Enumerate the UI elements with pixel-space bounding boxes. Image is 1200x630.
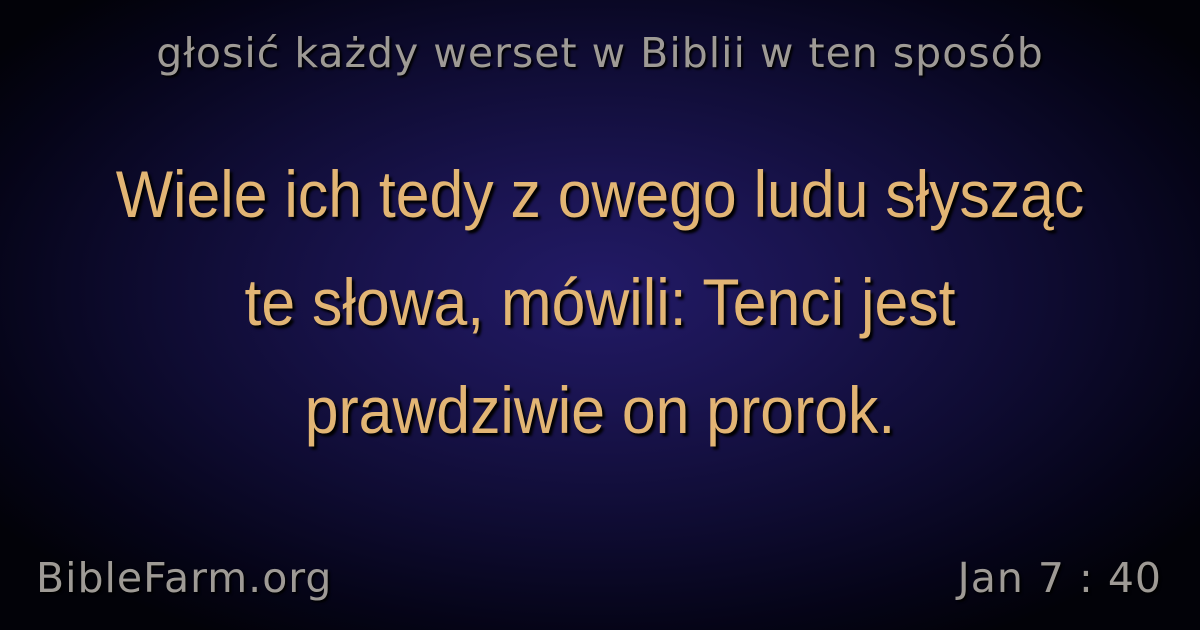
site-name: BibleFarm.org (36, 554, 333, 602)
verse-reference: Jan 7 : 40 (957, 554, 1162, 602)
tagline: głosić każdy werset w Biblii w ten sposób (156, 29, 1044, 77)
verse-text: Wiele ich tedy z owego ludu słysząc te słowa, mówili: Tenci jest prawdziwie on prorok. (115, 157, 1085, 447)
